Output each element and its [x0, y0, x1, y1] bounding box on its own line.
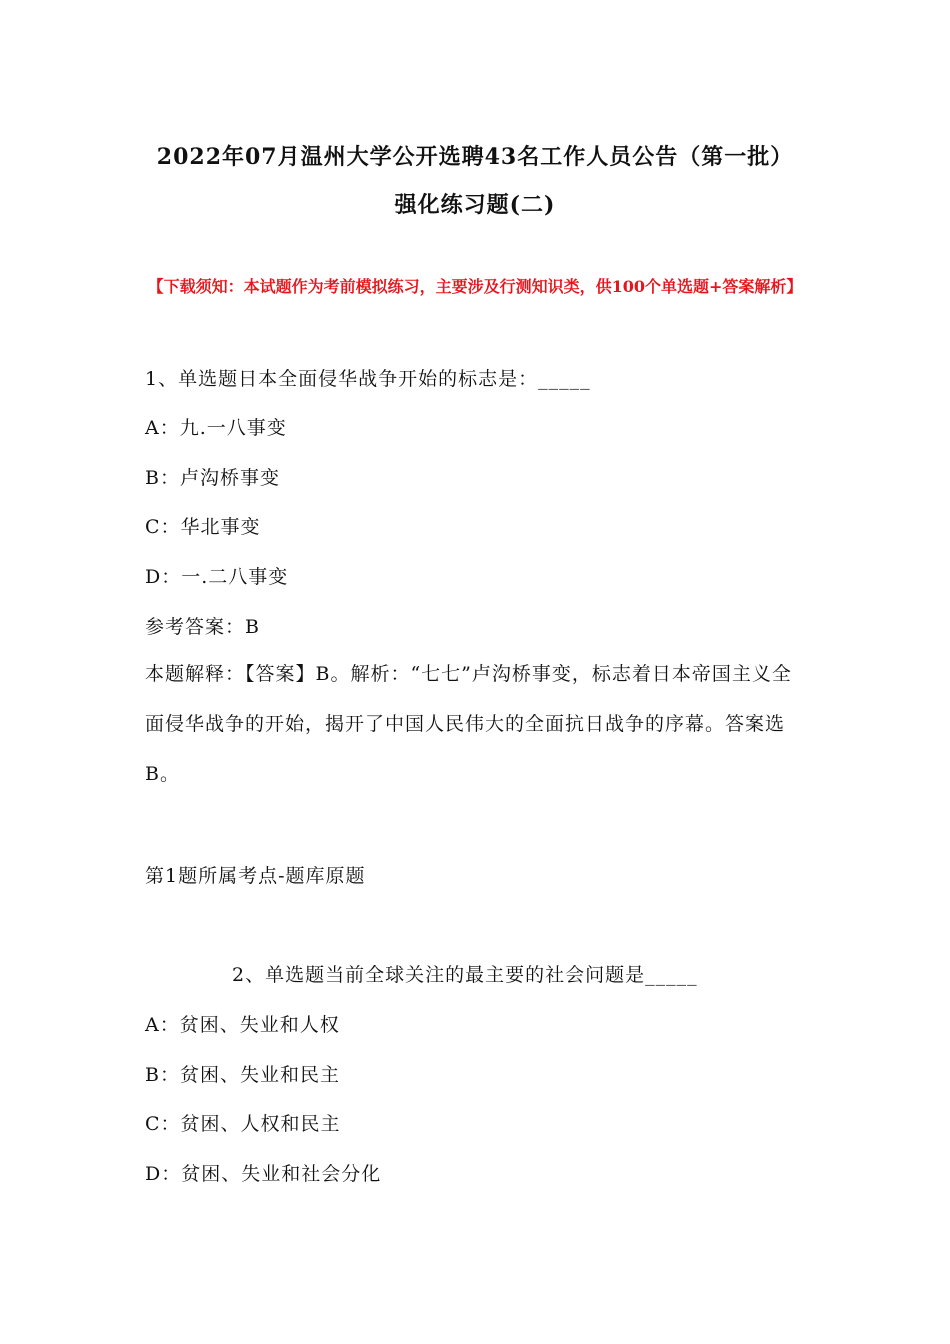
download-notice: 【下载须知：本试题作为考前模拟练习，主要涉及行测知识类，供100个单选题+答案解析】 [147, 277, 803, 296]
q2-question: 2、单选题当前全球关注的最主要的社会问题是_____ [232, 964, 698, 986]
q1-answer: 参考答案：B [145, 616, 260, 638]
q1-option-d: D：一.二八事变 [145, 566, 289, 588]
q2-option-d: D：贫困、失业和社会分化 [145, 1163, 382, 1185]
q2-option-b: B：贫困、失业和民主 [145, 1064, 340, 1086]
q2-option-a: A：贫困、失业和人权 [145, 1014, 340, 1036]
document-title-line2: 强化练习题(二) [394, 192, 556, 218]
q2-option-c: C：贫困、人权和民主 [145, 1113, 341, 1135]
document-title-line1: 2022年07月温州大学公开选聘43名工作人员公告（第一批） [156, 144, 794, 170]
q1-topic: 第1题所属考点-题库原题 [145, 865, 366, 887]
q1-option-c: C：华北事变 [145, 516, 261, 538]
q1-option-a: A：九.一八事变 [145, 417, 287, 439]
q1-question: 1、单选题日本全面侵华战争开始的标志是：_____ [145, 368, 591, 390]
q1-option-b: B：卢沟桥事变 [145, 467, 280, 489]
q1-explanation: 本题解释：【答案】B。解析：“七七”卢沟桥事变，标志着日本帝国主义全面侵华战争的开始，揭开了中国人民伟大的全面抗日战争的序幕。答案选B。 [145, 663, 792, 785]
